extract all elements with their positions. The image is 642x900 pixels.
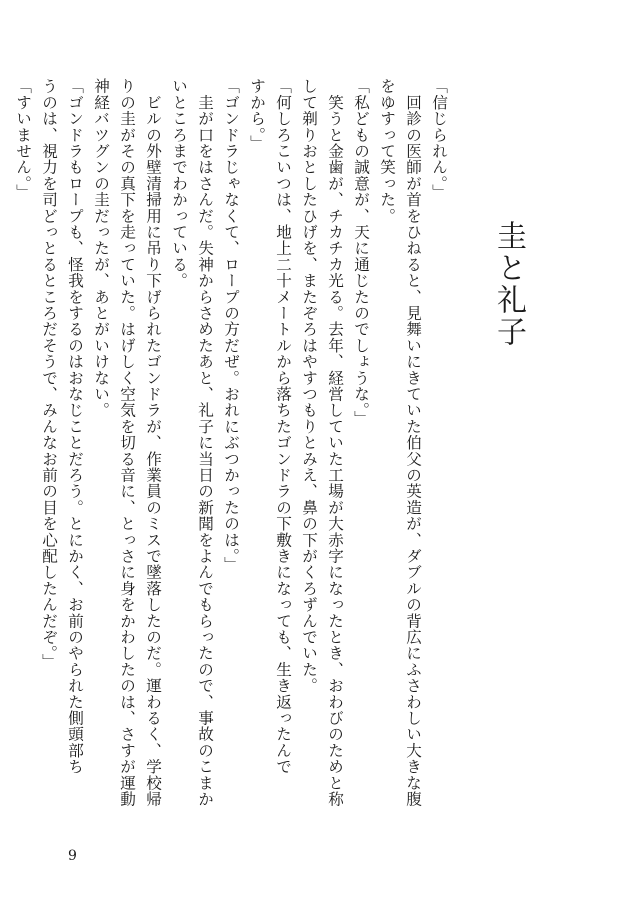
chapter-title: 圭と礼子 xyxy=(491,220,526,348)
text-line: 「ゴンドラもロープも、怪我をするのはおなじことだろう。とにかく、お前のやられた側頭部ち xyxy=(66,78,84,775)
text-line: 「ゴンドラじゃなくて、ロープの方だぜ。おれにぶつかったのは。」 xyxy=(222,78,240,573)
text-line: 「何しろこいつは、地上二十メートルから落ちたゴンドラの下敷きになっても、生き返ったんで xyxy=(274,78,292,775)
page-number: 9 xyxy=(68,848,77,864)
text-line: 回診の医師が首をひねると、見舞いにきていた伯父の英造が、ダブルの背広にふさわしい大きな腹 xyxy=(404,78,422,807)
text-line: 笑うと金歯が、チカチカ光る。去年、経営していた工場が大赤字になったとき、おわびのためと称 xyxy=(326,78,344,807)
text-line: して剃りおとしたひげを、またぞろはやすつもりとみえ、鼻の下がくろずんでいた。 xyxy=(300,78,318,694)
text-line: をゆすって笑った。 xyxy=(378,78,396,224)
text-line: 神経バツグンの圭だったが、あとがいけない。 xyxy=(92,78,110,419)
text-line: ビルの外壁清掃用に吊り下げられたゴンドラが、作業員のミスで墜落したのだ。運わるく、学校帰 xyxy=(144,78,162,807)
text-line: うのは、視力を司どっとるところだそうで、みんなお前の目を心配したんだぞ。」 xyxy=(40,78,58,670)
text-line: 「私どもの誠意が、天に通じたのでしょうな。」 xyxy=(352,78,370,427)
text-line: 圭が口をはさんだ。失神からさめたあと、礼子に当日の新聞をよんでもらったので、事故のこまか xyxy=(196,78,214,807)
text-line: すから。」 xyxy=(248,78,266,152)
text-line: いところまでわかっている。 xyxy=(170,78,188,289)
text-line: 「信じられん。」 xyxy=(430,78,448,200)
body-text xyxy=(14,78,452,823)
text-line: りの圭がその真下を走っていた。はげしく空気を切る音に、とっさに身をかわしたのは、さすが運動 xyxy=(118,78,136,807)
text-line: 「すいません。」 xyxy=(14,78,32,200)
